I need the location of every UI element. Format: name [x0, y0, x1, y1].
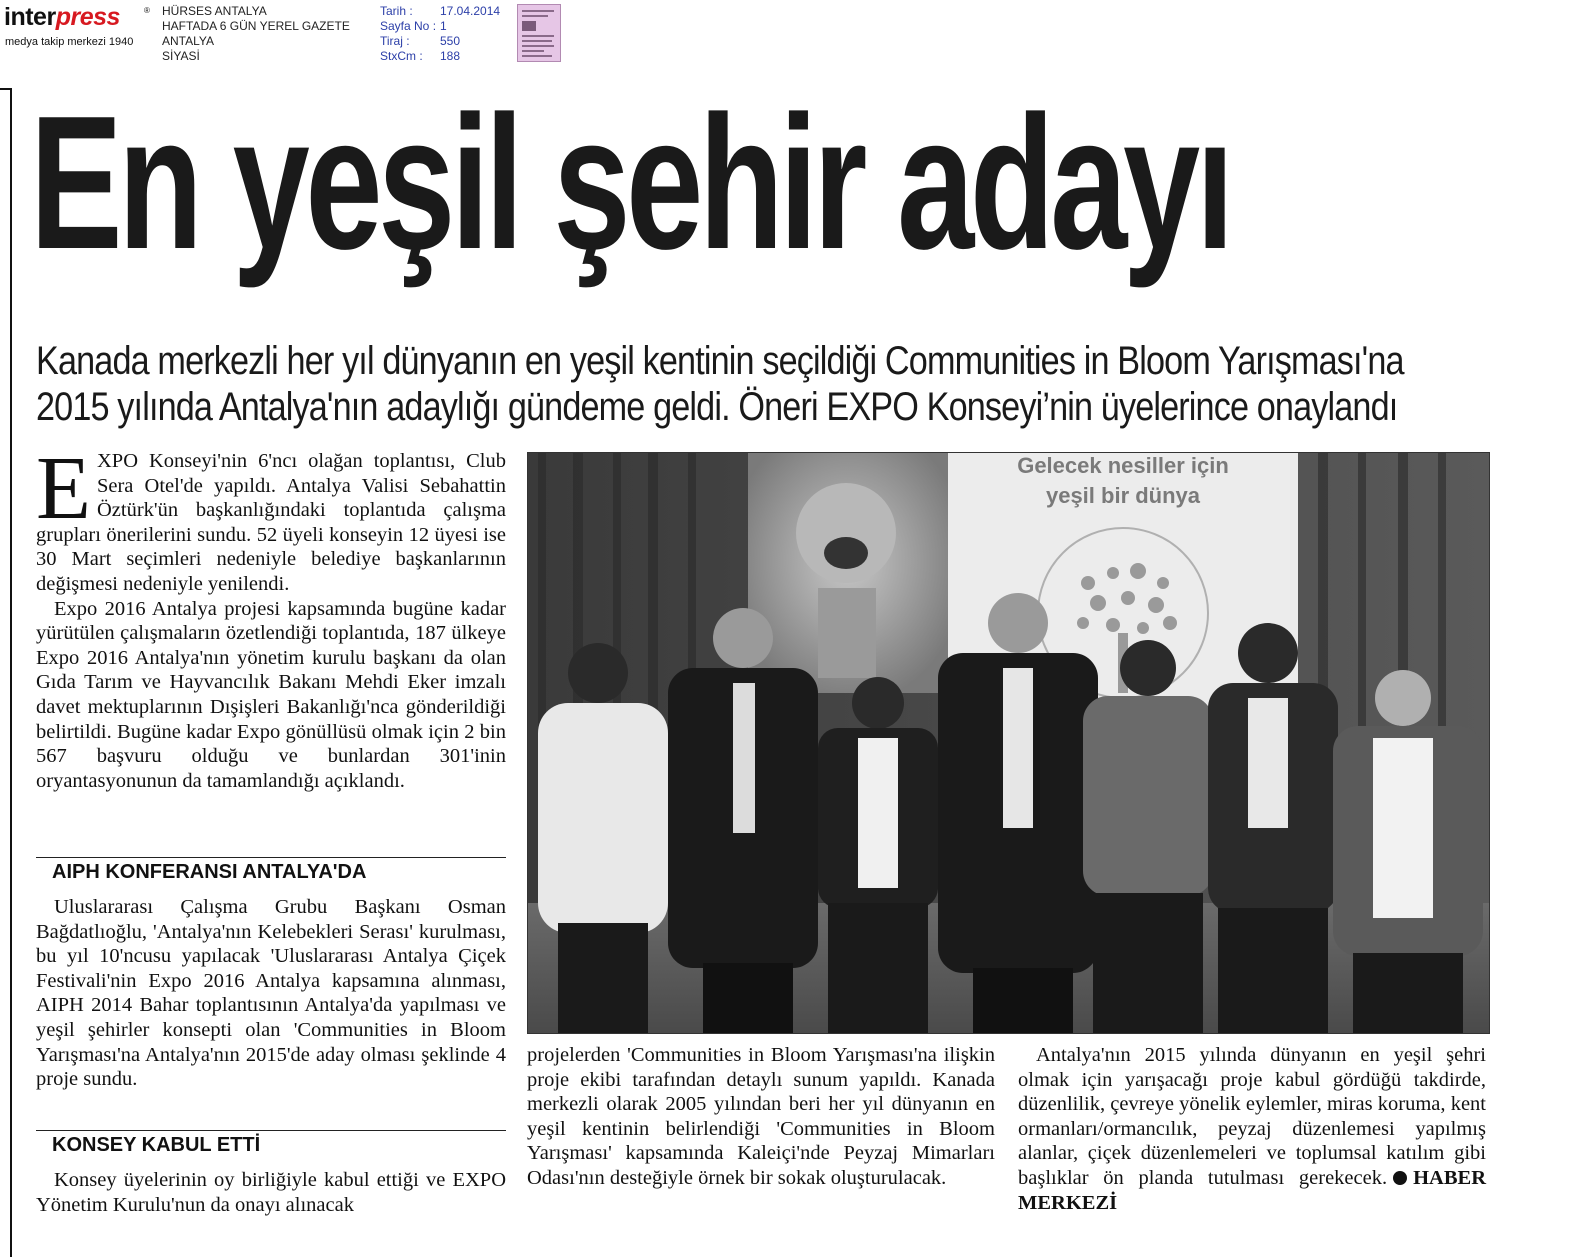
- bullet-icon: [1393, 1171, 1407, 1185]
- stat-value: 1: [440, 19, 447, 33]
- stat-label: Tiraj :: [380, 34, 410, 48]
- banner-line-2: yeşil bir dünya: [1045, 483, 1201, 508]
- group-photo: [527, 452, 1490, 1034]
- column-1-aiph: [36, 895, 506, 1092]
- paragraph: Konsey üyelerinin oy birliğiyle kabul ettiği ve EXPO Yönetim Kurulu'nun da onayı alınacak: [36, 1169, 506, 1216]
- logo-word-part1: inter: [4, 3, 56, 31]
- interpress-logo: [4, 2, 154, 54]
- stat-value: 550: [440, 34, 461, 48]
- publication-info: [162, 4, 350, 64]
- paragraph-text: Antalya'nın 2015 yılında dünyanın en yeşil şehri olmak için yarışacağı proje kabul gördüğü takdirde, düzenlilik, çevreye yönelik eylemler, miras koruma, kent ormanları/ormancılık, peyzaj düzenlemesi yapılmış alanlar, çiçek düzenlemeleri ve toplumsal katılım gibi başlıklar ön planda tutulması gerekecek.: [1018, 1044, 1486, 1189]
- deck-line: 2015 yılında Antalya'nın adaylığı gündeme geldi. Öneri EXPO Konseyi’nin üyelerince onaylandı: [36, 385, 1398, 429]
- stat-page: [380, 19, 500, 34]
- stat-label: Sayfa No :: [380, 19, 437, 33]
- paragraph: projelerden 'Communities in Bloom Yarışması'na ilişkin proje ekibi tarafından detaylı sunum yapıldı. Kanada merkezli olarak 2005 yılından beri her yıl dünyanın en yeşil kentinin belirlendiği 'Communities in Bloom Yarışması' kapsamında Kaleiçi'nde Peyzaj Mimarları Odası'nın desteğiyle örnek bir sokak oluşturulacak.: [527, 1044, 995, 1189]
- stat-label: Tarih :: [380, 4, 413, 18]
- byline-signoff: HABER MERKEZİ: [1018, 1166, 1486, 1214]
- publication-frequency: HAFTADA 6 GÜN YEREL GAZETE: [162, 19, 350, 33]
- paragraph: [1018, 1043, 1486, 1215]
- headline: En yeşil şehir adayı: [30, 77, 1230, 289]
- clip-border-left: [10, 88, 12, 1257]
- publication-city: ANTALYA: [162, 34, 215, 48]
- banner-line-1: Gelecek nesiller için: [1017, 453, 1229, 478]
- subheading-aiph: AIPH KONFERANSI ANTALYA'DA: [36, 857, 506, 886]
- column-1-intro: [36, 439, 506, 849]
- column-1-konsey: [36, 1168, 506, 1217]
- publication-category: SİYASİ: [162, 49, 200, 63]
- photo-illustration: [528, 453, 1489, 1033]
- logo-tagline: medya takip merkezi 1940: [5, 36, 134, 48]
- registered-mark: ®: [144, 6, 150, 15]
- paragraph: XPO Konseyi'nin 6'ncı olağan toplantısı, Club Sera Otel'de yapıldı. Antalya Valisi Sebahattin Öztürk'ün başkanlığındaki toplantıda çalışma grupları önerilerini sundu. 52 üyeli konseyin 12 üyesi ise 30 Mart seçimleri nedeniyle belediye başkanlarının değişmesi nedeniyle yenilendi.: [36, 450, 506, 595]
- deck-line: Kanada merkezli her yıl dünyanın en yeşil kentinin seçildiği Communities in Bloom Yarışması'na: [36, 339, 1404, 383]
- column-2: [527, 1043, 995, 1191]
- subheading-konsey: KONSEY KABUL ETTİ: [36, 1130, 506, 1159]
- logo-wordmark: [4, 2, 120, 32]
- deck: [36, 338, 1404, 430]
- stat-label: StxCm :: [380, 49, 423, 63]
- paragraph: Expo 2016 Antalya projesi kapsamında bugüne kadar yürütülen çalışmaların özetlendiği toplantıda, 187 ülkeye Expo 2016 Antalya'nın yönetim kurulu başkanı da olan Gıda Tarım ve Hayvancılık Bakanı Mehdi Eker imzalı davet mektuplarının Dışişleri Bakanlığı'nca gönderildiği belirtildi. Bugüne kadar Expo gönüllüsü olmak için 2 bin 567 başvuru olduğu ve bunlardan 301'inin oryantasyonunun da tamamlandığı açıklandı.: [36, 597, 506, 792]
- column-3: [1018, 1043, 1486, 1215]
- drop-cap: E: [36, 439, 91, 538]
- logo-word-part2: press: [55, 3, 120, 31]
- paragraph: Uluslararası Çalışma Grubu Başkanı Osman Bağdatlıoğlu, 'Antalya'nın Kelebekleri Serası' kurulması, bu yıl 10'ncusu yapılacak 'Uluslararası Antalya Çiçek Festivali'nin Expo 2016 Antalya kapsamına alınması, AIPH 2014 Bahar toplantısının Antalya'da yapılması ve yeşil şehirler konsepti olan 'Communities in Bloom Yarışması'na Antalya'nın 2015'de aday olması şeklinde 4 proje sundu.: [36, 896, 506, 1091]
- page-thumbnail: [517, 4, 561, 62]
- stat-date: [380, 4, 500, 19]
- stat-circulation: [380, 34, 500, 49]
- publication-name: HÜRSES ANTALYA: [162, 4, 267, 18]
- clipping-stats: [380, 4, 500, 64]
- stat-value: 188: [440, 49, 461, 63]
- stat-value: 17.04.2014: [440, 4, 501, 18]
